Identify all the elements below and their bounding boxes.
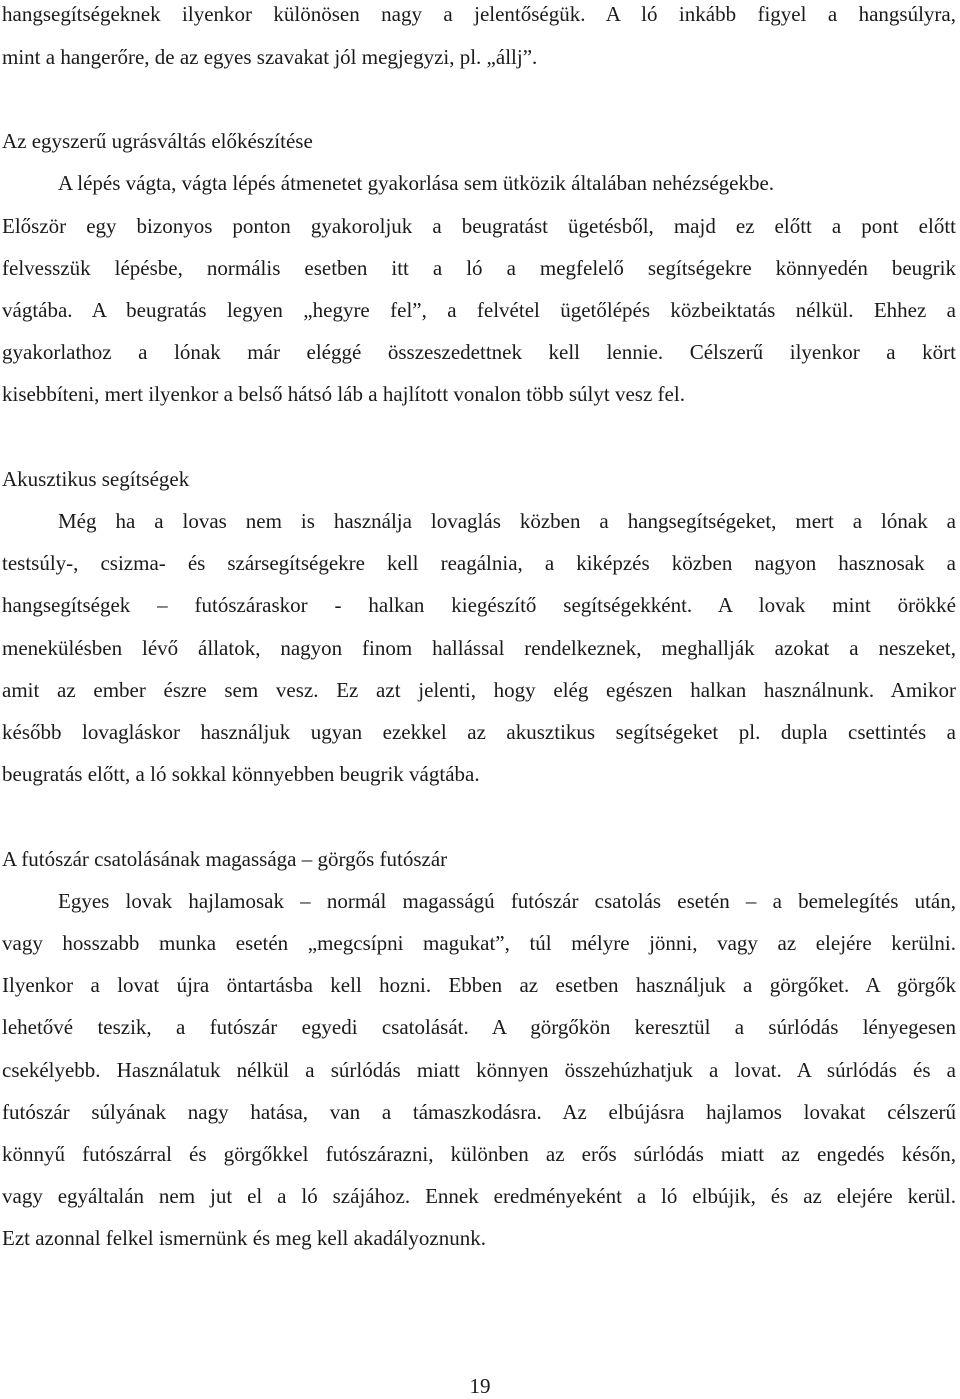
paragraph-line: Még ha a lovas nem is használja lovaglás közben a hangsegítségeket, mert a lónak a [58, 509, 956, 533]
section-heading: Akusztikus segítségek [2, 467, 190, 491]
paragraph-line: menekülésben lévő állatok, nagyon finom hallással rendelkeznek, meghallják azokat a neszeket, [2, 636, 956, 660]
paragraph-line: felvesszük lépésbe, normális esetben itt a ló a megfelelő segítségekre könnyedén beugrik [2, 256, 956, 280]
paragraph-line: Ezt azonnal felkel ismernünk és meg kell akadályoznunk. [2, 1226, 486, 1250]
paragraph-line: csekélyebb. Használatuk nélkül a súrlódás miatt könnyen összehúzhatjuk a lovat. A súrlódás és a [2, 1058, 956, 1082]
section-heading: A futószár csatolásának magassága – görgős futószár [2, 847, 448, 871]
paragraph-line: hangsegítségeknek ilyenkor különösen nagy a jelentőségük. A ló inkább figyel a hangsúlyra, [2, 2, 956, 26]
paragraph-line: hangsegítségek – futószáraskor - halkan kiegészítő segítségekként. A lovak mint örökké [2, 593, 956, 617]
page-number: 19 [469, 1374, 491, 1398]
paragraph-line: gyakorlathoz a lónak már eléggé összeszedettnek kell lennie. Célszerű ilyenkor a kört [2, 340, 956, 364]
paragraph-line: vagy egyáltalán nem jut el a ló szájához. Ennek eredményeként a ló elbújik, és az elejére kerül. [2, 1184, 956, 1208]
paragraph-line: beugratás előtt, a ló sokkal könnyebben beugrik vágtába. [2, 762, 480, 786]
paragraph-line: amit az ember észre sem vesz. Ez azt jelenti, hogy elég egészen halkan használnunk. Amikor [2, 678, 956, 702]
paragraph-line: könnyű futószárral és görgőkkel futószárazni, különben az erős súrlódás miatt az engedés későn, [2, 1142, 956, 1166]
section-heading: Az egyszerű ugrásváltás előkészítése [2, 129, 313, 153]
paragraph-line: Először egy bizonyos ponton gyakoroljuk a beugratást ügetésből, majd ez előtt a pont előtt [2, 214, 956, 238]
paragraph-line: kisebbíteni, mert ilyenkor a belső hátsó láb a hajlított vonalon több súlyt vesz fel. [2, 382, 685, 406]
paragraph-line: vágtába. A beugratás legyen „hegyre fel”, a felvétel ügetőlépés közbeiktatás nélkül. Ehhez a [2, 298, 956, 322]
paragraph-line: Egyes lovak hajlamosak – normál magasságú futószár csatolás esetén – a bemelegítés után, [58, 889, 956, 913]
paragraph-line: vagy hosszabb munka esetén „megcsípni magukat”, túl mélyre jönni, vagy az elejére kerülni. [2, 931, 956, 955]
paragraph-line: testsúly-, csizma- és szársegítségekre kell reagálnia, a kiképzés közben nagyon hasznosak a [2, 551, 956, 575]
paragraph-line: mint a hangerőre, de az egyes szavakat jól megjegyzi, pl. „állj”. [2, 45, 538, 69]
paragraph-line: lehetővé teszik, a futószár egyedi csatolását. A görgőkön keresztül a súrlódás lényegesen [2, 1015, 956, 1039]
paragraph-line: Ilyenkor a lovat újra öntartásba kell hozni. Ebben az esetben használjuk a görgőket. A görgők [2, 973, 956, 997]
paragraph-line: A lépés vágta, vágta lépés átmenetet gyakorlása sem ütközik általában nehézségekbe. [58, 171, 775, 195]
paragraph-line: később lovagláskor használjuk ugyan ezekkel az akusztikus segítségeket pl. dupla csettintés a [2, 720, 956, 744]
paragraph-line: futószár súlyának nagy hatása, van a támaszkodásra. Az elbújásra hajlamos lovakat célszerű [2, 1100, 956, 1124]
